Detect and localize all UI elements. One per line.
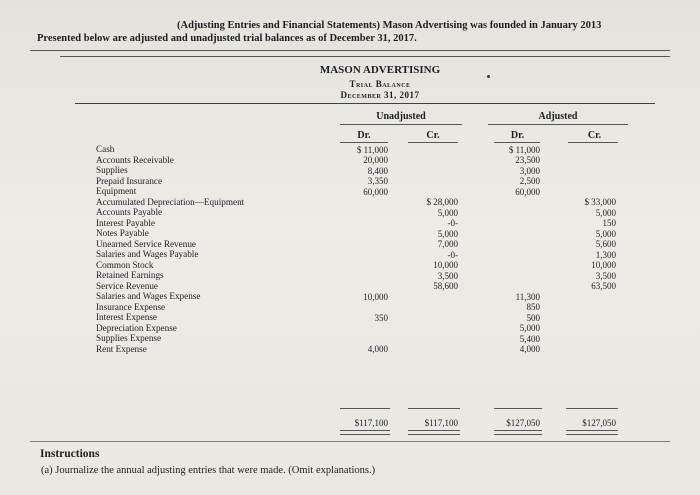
unadjusted-group-rule [340, 124, 462, 125]
adjusted-column-group: Adjusted [538, 111, 578, 122]
section-divider-top-inner [60, 56, 670, 57]
account-name: Cash [96, 144, 115, 154]
adj-dr-amount: 11,300 [515, 291, 540, 302]
account-name: Unearned Service Revenue [96, 238, 196, 249]
section-divider-top [30, 50, 670, 51]
adj-dr-amount: 500 [526, 312, 540, 323]
account-name: Notes Payable [96, 228, 149, 238]
unadjusted-dr-total: $117,100 [354, 418, 388, 428]
un-dr-amount: 8,400 [367, 165, 388, 176]
un-cr-amount: 3,500 [437, 270, 458, 281]
adj-cr-amount: 3,500 [595, 270, 616, 281]
adjusted-dr-total-rule [494, 408, 542, 409]
adj-cr-amount: 5,000 [595, 228, 616, 239]
un-dr-amount: 4,000 [367, 344, 388, 354]
adjusted-cr-header: Cr. [587, 130, 602, 141]
unadjusted-cr-total-rule [408, 408, 460, 409]
account-name: Service Revenue [96, 280, 158, 291]
un-dr-amount: 20,000 [363, 155, 388, 165]
un-cr-amount: -0- [447, 249, 458, 260]
unadjusted-dr-header: Dr. [357, 130, 371, 141]
adj-dr-amount: 60,000 [515, 186, 540, 197]
un-dr-amount: 60,000 [363, 186, 388, 197]
adj-cr-amount: 5,600 [595, 239, 616, 249]
adjusted-dr-rule [494, 142, 540, 143]
problem-intro-line-2: Presented below are adjusted and unadjusted trial balances as of December 31, 2017. [37, 33, 417, 44]
instruction-item-a: (a) Journalize the annual adjusting entries that were made. (Omit explanations.) [41, 465, 376, 476]
account-name: Supplies Expense [96, 333, 162, 343]
header-divider [75, 103, 655, 104]
statement-title: Trial Balance [349, 79, 411, 89]
adj-cr-amount: 10,000 [591, 260, 616, 270]
adj-cr-amount: 1,300 [595, 249, 616, 260]
adjusted-dr-total: $127,050 [506, 418, 540, 428]
adjusted-cr-double-rule [566, 430, 618, 435]
account-name: Equipment [96, 186, 137, 196]
adj-dr-amount: $ 11,000 [508, 144, 540, 155]
adjusted-group-rule [488, 124, 628, 125]
account-name: Prepaid Insurance [96, 175, 163, 186]
instructions-divider [30, 441, 670, 442]
account-name: Salaries and Wages Payable [96, 249, 199, 259]
account-name: Supplies [96, 165, 128, 175]
adjusted-cr-rule [568, 142, 618, 143]
account-name: Interest Expense [96, 312, 157, 322]
page-speck [487, 75, 490, 78]
unadjusted-cr-header: Cr. [426, 130, 440, 141]
account-name: Insurance Expense [96, 301, 166, 312]
unadjusted-dr-double-rule [340, 430, 390, 435]
account-name: Interest Payable [96, 217, 155, 228]
adj-cr-amount: $ 33,000 [584, 197, 616, 207]
un-cr-amount: 58,600 [433, 281, 458, 291]
statement-date: December 31, 2017 [340, 90, 420, 100]
adjusted-cr-total: $127,050 [582, 418, 616, 428]
un-cr-amount: 10,000 [433, 260, 458, 270]
problem-intro-line-1: (Adjusting Entries and Financial Statements) Mason Advertising was founded in January 2013 [177, 20, 602, 31]
account-name: Accumulated Depreciation—Equipment [96, 196, 245, 207]
adj-cr-amount: 63,500 [591, 281, 616, 291]
un-cr-amount: 5,000 [437, 207, 458, 218]
un-dr-amount: $ 11,000 [356, 144, 388, 155]
un-dr-amount: 3,350 [367, 176, 388, 186]
un-dr-amount: 350 [374, 312, 388, 323]
account-name: Retained Earnings [96, 270, 164, 280]
un-cr-amount: -0- [447, 218, 458, 228]
adj-dr-amount: 23,500 [515, 155, 540, 165]
adjusted-dr-header: Dr. [510, 130, 525, 141]
adj-dr-amount: 850 [526, 302, 540, 312]
account-name: Depreciation Expense [96, 322, 177, 333]
company-name: MASON ADVERTISING [319, 64, 441, 76]
un-cr-amount: 7,000 [437, 239, 458, 249]
adj-cr-amount: 150 [602, 218, 616, 228]
un-dr-amount: 10,000 [363, 291, 388, 302]
un-cr-amount: $ 28,000 [426, 197, 458, 207]
unadjusted-dr-rule [340, 142, 388, 143]
unadjusted-cr-double-rule [408, 430, 460, 435]
unadjusted-column-group: Unadjusted [376, 111, 426, 122]
adjusted-dr-double-rule [494, 430, 542, 435]
instructions-heading: Instructions [40, 448, 100, 460]
adjusted-cr-total-rule [566, 408, 618, 409]
unadjusted-cr-total: $117,100 [424, 418, 458, 428]
adj-dr-amount: 5,400 [519, 333, 540, 344]
adj-dr-amount: 5,000 [519, 323, 540, 333]
adj-dr-amount: 3,000 [519, 165, 540, 176]
adj-dr-amount: 2,500 [519, 176, 540, 186]
account-name: Accounts Receivable [96, 154, 174, 165]
account-name: Accounts Payable [96, 207, 163, 217]
account-name: Common Stock [96, 259, 154, 270]
adj-dr-amount: 4,000 [519, 344, 540, 354]
adj-cr-amount: 5,000 [595, 207, 616, 218]
account-name: Salaries and Wages Expense [96, 291, 201, 301]
unadjusted-dr-total-rule [340, 408, 390, 409]
account-name: Rent Expense [96, 343, 147, 354]
un-cr-amount: 5,000 [437, 228, 458, 239]
unadjusted-cr-rule [408, 142, 458, 143]
